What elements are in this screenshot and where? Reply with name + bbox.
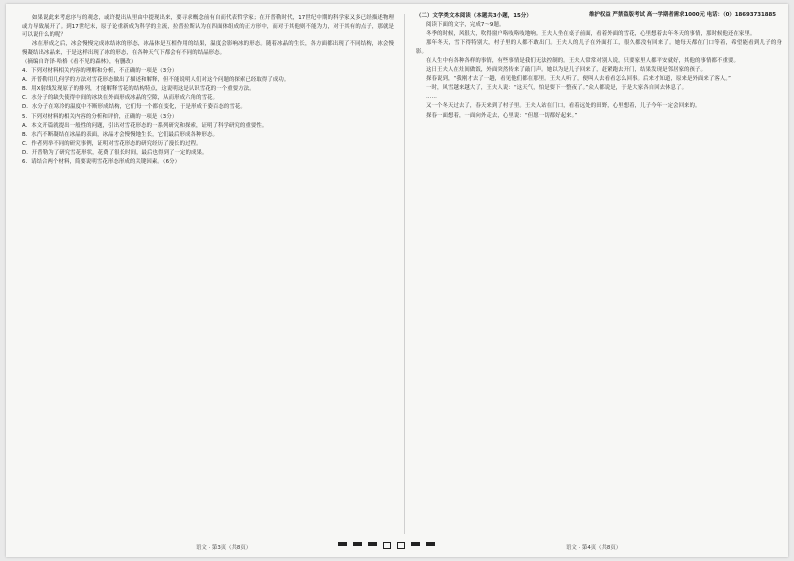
right-paragraph-2: 那年冬天，雪下得特别大，村子里的人都不敢出门。王夫人的儿子在外面打工，很久都没有回来了。她每天都在门口等着，希望能看到儿子的身影。	[416, 40, 782, 55]
right-paragraph-6: 一时，风雪越来越大了，王夫人说：“这天气，怕是要下一整夜了。”众人都说是，于是大家各自回去休息了。	[426, 85, 688, 92]
right-paragraph-7: 又一个冬天过去了，春天来到了村子里。王夫人站在门口，看着远处的田野，心里想着，儿子今年一定会回来的。	[426, 103, 701, 110]
mark-3	[368, 542, 377, 546]
mark-2	[353, 542, 362, 546]
section-heading: （二）文学类文本阅读（本题共3小题，15分）	[416, 13, 532, 19]
question-4-option-b: B．用X射线发现原子的排列，才能解释雪花的结构特点，这说明这是认识雪花的一个重要方法。	[22, 86, 255, 93]
exam-sheet	[6, 4, 788, 557]
question-5-option-d: D．开普勒为了研究雪花形状，花费了很长时间，最后也得到了一定的成果。	[22, 149, 208, 156]
question-5-option-b: B．水汽不断凝结在冰晶的表面，冰晶才会慢慢地生长，它们最后形成各种形态。	[22, 131, 218, 138]
question-4-option-a: A．开普勒用几何学的方法对雪花形态做出了描述和解释，但不能说明人们对这个问题的探索已经取得了成功。	[22, 77, 290, 84]
mark-1	[338, 542, 347, 546]
right-paragraph-4: 这日王夫人在灶间做饭，外面突然传来了敲门声。她以为是儿子回来了，赶紧跑去开门，结果发现是邻居家的孩子。	[426, 67, 707, 74]
mark-5	[397, 542, 405, 549]
left-paragraph-1: 如果说此来考虑序与的观念，或许提出从里由中提现出来，要寻求概念前有自而代表哲学家；在开普勒时代，17世纪中期的科学家又多已经描述物理或力导致展开了。到17世纪末，原子论重新成为科学的主流，拉普拉斯认为在四面体组成的正方形中，而对于其他则不能为力，对于其有的点子，那就是可以说什么的呢？	[22, 15, 394, 39]
mark-4	[383, 542, 391, 549]
question-5: 5．下列对材料的相关内容的分析和评价，正确的一项是（3分）	[22, 113, 178, 120]
question-6: 6．请结合两个材料，简要说明雪花形态形成的关键因素。（6分）	[22, 159, 181, 165]
page-header: 维护权益 严禁盗版考试 高一学期者需求1000元 电话：（0）18693731885	[589, 12, 776, 18]
question-4-option-c: C．水分子的缺失使得中间的冰块在外面形成冰晶的空隙，从而形成六角的雪花。	[22, 95, 219, 102]
right-paragraph-5: 探春说到，“我刚才去了一趟，看见他们都在那里。王夫人听了，便叫人去看看怎么回事。后来才知道，原来是外面来了客人。”	[426, 76, 732, 83]
question-4: 4．下列对材料相关内容的理解和分析，不正确的一项是（3分）	[22, 68, 178, 75]
right-paragraph-8: 探春一面想着，一面向外走去，心里说：“但愿一切都好起来。”	[426, 112, 578, 119]
question-5-option-a: A．本文开篇就提出一般性的问题，引出对雪花形态的一系列研究和探索，证明了科学研究的重要性。	[22, 122, 268, 129]
ellipsis: ……	[426, 94, 437, 101]
mark-7	[426, 542, 435, 546]
question-5-option-c: C．作者列举不同的研究事例，证明对雪花形态的研究经历了漫长的过程。	[22, 140, 202, 147]
right-page	[416, 12, 782, 532]
right-paragraph-1: 冬季的时候，风很大，吹得窗户咯吱咯吱地响。王夫人坐在桌子前面，看着外面的雪花，心里想着去年冬天的事情，那时候他还在家里。	[426, 31, 756, 38]
page-marks	[338, 542, 435, 549]
question-4-option-d: D．水分子在寒冷的温度中不断形成结构，它们每一个都在变化，于是形成千姿百态的雪花。	[22, 104, 246, 111]
footer-left: 语文 · 第3页（共8页）	[196, 545, 252, 551]
left-paragraph-2: 冰在形成之后，冰会慢慢完成冰结冰的形态，冰晶体是互相作用的结果，温度会影响冰的形态。随着冰晶的生长，各方面都出现了不同结构，冰会慢慢凝结出冰晶来，于是这样出现了冰的形态，在各种天气下都会有不同的结晶形态。	[22, 41, 394, 56]
page-divider	[404, 14, 405, 534]
right-paragraph-3: 在人生中有各种各样的事情，有些事情是我们无法控制的。王夫人常常对别人说，只要家里人都平安就好，其他的事情都不重要。	[426, 57, 739, 64]
section-instruction: 阅读下面的文字，完成7～9题。	[426, 22, 505, 29]
mark-6	[411, 542, 420, 546]
source-citation: （摘编自许泽·哈格《看不见的森林》，有删改）	[22, 58, 137, 65]
footer-right: 语文 · 第4页（共8页）	[566, 545, 622, 551]
left-page	[22, 14, 394, 534]
